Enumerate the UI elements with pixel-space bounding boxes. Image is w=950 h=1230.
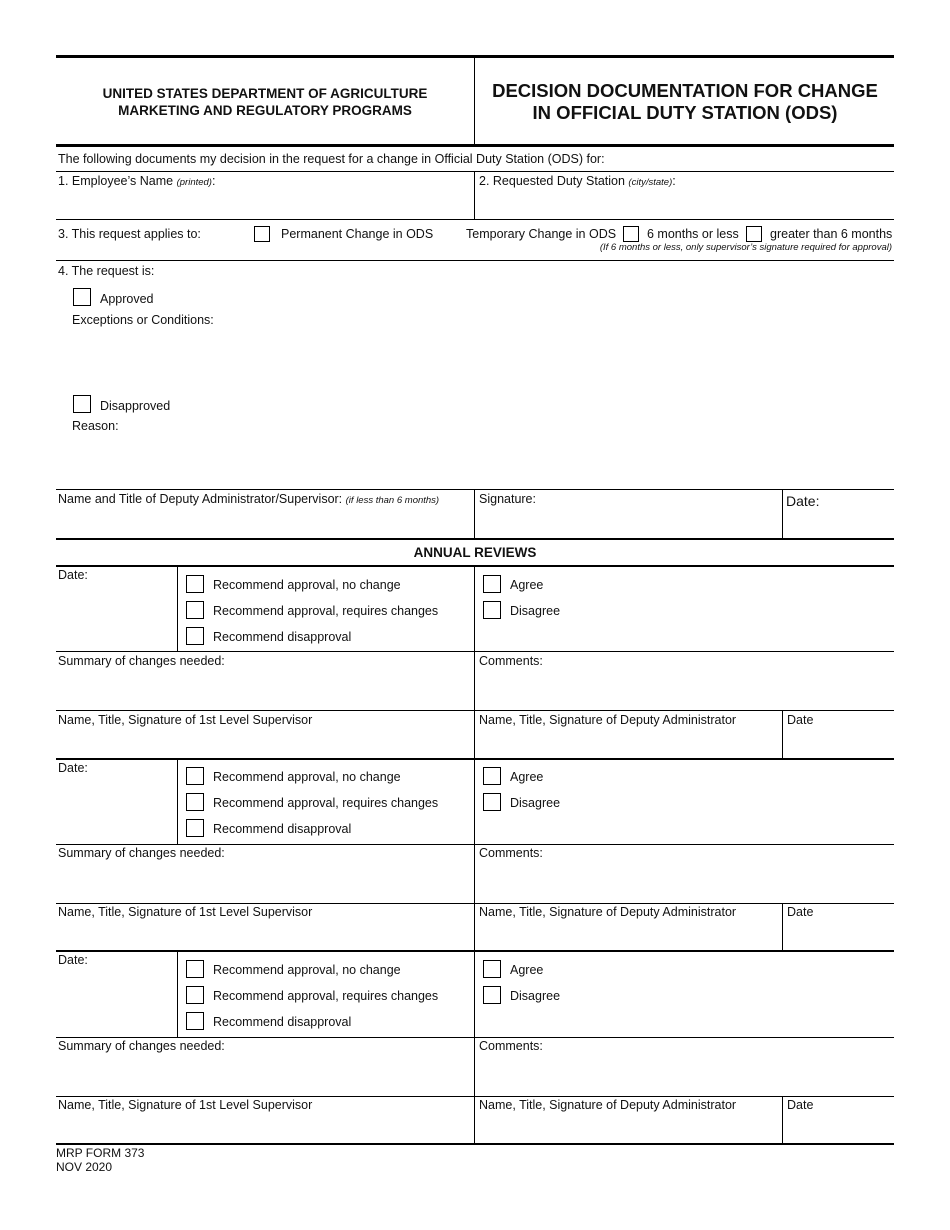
disagree-checkbox[interactable] [483,986,501,1004]
disagree-label: Disagree [510,796,561,810]
rec-changes-checkbox[interactable] [186,793,204,811]
rule [56,1037,894,1038]
greater-six-months-label: greater than 6 months [770,227,893,241]
rule [56,538,894,540]
deputy-name-title-text: Name and Title of Deputy Administrator/Supervisor: [58,492,343,506]
agree-checkbox[interactable] [483,960,501,978]
signature-label: Signature: [479,492,536,506]
permanent-change-checkbox[interactable] [254,226,270,242]
form-date: NOV 2020 [56,1160,113,1174]
date-column-label: Date [787,713,814,727]
date-column-label: Date [787,905,814,919]
disagree-checkbox[interactable] [483,793,501,811]
rule [56,1143,894,1145]
duty-station-hint: (city/state) [628,177,673,188]
header-divider [474,56,475,145]
reason-field[interactable] [72,438,892,486]
approved-label: Approved [100,292,154,306]
rule [56,651,894,652]
agree-checkbox[interactable] [483,575,501,593]
divider [474,759,475,951]
rule [56,260,894,261]
divider [474,566,475,758]
supervisor-signature-label: Name, Title, Signature of 1st Level Supervisor [58,713,313,727]
rule [56,950,894,952]
exceptions-field[interactable] [72,332,892,388]
rule [56,1096,894,1097]
deputy-name-hint: (if less than 6 months) [345,495,440,506]
rec-changes-checkbox[interactable] [186,986,204,1004]
rule [56,758,894,760]
greater-six-months-checkbox[interactable] [746,226,762,242]
rec-disapproval-checkbox[interactable] [186,627,204,645]
divider [474,489,475,539]
title-line-2: IN OFFICIAL DUTY STATION (ODS) [532,102,838,123]
rec-changes-label: Recommend approval, requires changes [213,989,439,1003]
rec-disapproval-label: Recommend disapproval [213,1015,352,1029]
rec-no-change-label: Recommend approval, no change [213,963,401,977]
permanent-change-label: Permanent Change in ODS [281,227,434,241]
agency-name [56,85,474,119]
duty-station-field[interactable] [476,190,894,218]
rec-changes-label: Recommend approval, requires changes [213,604,439,618]
form-number: MRP FORM 373 [56,1146,145,1160]
temporary-change-label: Temporary Change in ODS [466,227,617,241]
approval-note: (If 6 months or less, only supervisor’s signature required for approval) [599,242,892,253]
summary-label: Summary of changes needed: [58,1039,225,1053]
rule [56,903,894,904]
rec-disapproval-checkbox[interactable] [186,819,204,837]
top-rule [56,55,894,58]
summary-label: Summary of changes needed: [58,654,225,668]
disagree-checkbox[interactable] [483,601,501,619]
deputy-signature-label: Name, Title, Signature of Deputy Administrator [479,905,737,919]
exceptions-label: Exceptions or Conditions: [72,313,214,327]
agency-line-2: MARKETING AND REGULATORY PROGRAMS [118,103,412,118]
review-date-label: Date: [58,568,88,582]
signoff-date-label: Date: [786,493,820,509]
divider [782,710,783,758]
header-bottom-rule [56,144,894,147]
agency-line-1: UNITED STATES DEPARTMENT OF AGRICULTURE [102,86,428,101]
divider [177,566,178,651]
reason-label: Reason: [72,419,119,433]
supervisor-signature-label: Name, Title, Signature of 1st Level Supervisor [58,1098,313,1112]
divider [474,951,475,1144]
divider [782,1096,783,1144]
deputy-signature-label: Name, Title, Signature of Deputy Administrator [479,1098,737,1112]
rule [56,565,894,567]
rec-no-change-checkbox[interactable] [186,960,204,978]
employee-name-text: 1. Employee’s Name [58,174,174,188]
agree-checkbox[interactable] [483,767,501,785]
supervisor-signature-label: Name, Title, Signature of 1st Level Supervisor [58,905,313,919]
annual-reviews-title: ANNUAL REVIEWS [413,545,537,560]
comments-label: Comments: [479,1039,543,1053]
title-line-1: DECISION DOCUMENTATION FOR CHANGE [492,80,878,101]
rec-disapproval-checkbox[interactable] [186,1012,204,1030]
request-is-label: 4. The request is: [58,264,155,278]
signature-field[interactable] [476,510,781,536]
rec-disapproval-label: Recommend disapproval [213,630,352,644]
rule [56,844,894,845]
divider [782,489,783,539]
deputy-signature-label: Name, Title, Signature of Deputy Administrator [479,713,737,727]
agree-label: Agree [510,770,544,784]
rule [56,489,894,490]
summary-label: Summary of changes needed: [58,846,225,860]
employee-name-hint: (printed) [176,177,212,188]
comments-label: Comments: [479,846,543,860]
form-title [476,80,894,124]
duty-station-text: 2. Requested Duty Station [479,174,625,188]
rec-no-change-label: Recommend approval, no change [213,770,401,784]
divider [474,171,475,220]
duty-station-colon: : [672,174,676,188]
divider [177,759,178,844]
disagree-label: Disagree [510,604,561,618]
deputy-name-title-label [58,493,439,506]
disapproved-label: Disapproved [100,399,171,413]
disapproved-checkbox[interactable] [73,395,91,413]
applies-to-label: 3. This request applies to: [58,227,201,241]
agree-label: Agree [510,578,544,592]
rec-disapproval-label: Recommend disapproval [213,822,352,836]
date-column-label: Date [787,1098,814,1112]
employee-name-colon: : [211,174,216,188]
divider [782,903,783,951]
rec-no-change-checkbox[interactable] [186,575,204,593]
disagree-label: Disagree [510,989,561,1003]
employee-name-field[interactable] [56,190,474,218]
duty-station-label [479,175,676,188]
review-date-label: Date: [58,761,88,775]
intro-text: The following documents my decision in the request for a change in Official Duty Station (ODS) for: [58,152,605,166]
approved-checkbox[interactable] [73,288,91,306]
employee-name-label [58,175,215,188]
six-months-or-less-label: 6 months or less [647,227,739,241]
review-date-label: Date: [58,953,88,967]
rec-no-change-checkbox[interactable] [186,767,204,785]
rule [56,710,894,711]
divider [177,951,178,1037]
comments-label: Comments: [479,654,543,668]
agree-label: Agree [510,963,544,977]
six-months-or-less-checkbox[interactable] [623,226,639,242]
rule [56,171,894,172]
rule [56,219,894,220]
rec-changes-checkbox[interactable] [186,601,204,619]
rec-no-change-label: Recommend approval, no change [213,578,401,592]
rec-changes-label: Recommend approval, requires changes [213,796,439,810]
